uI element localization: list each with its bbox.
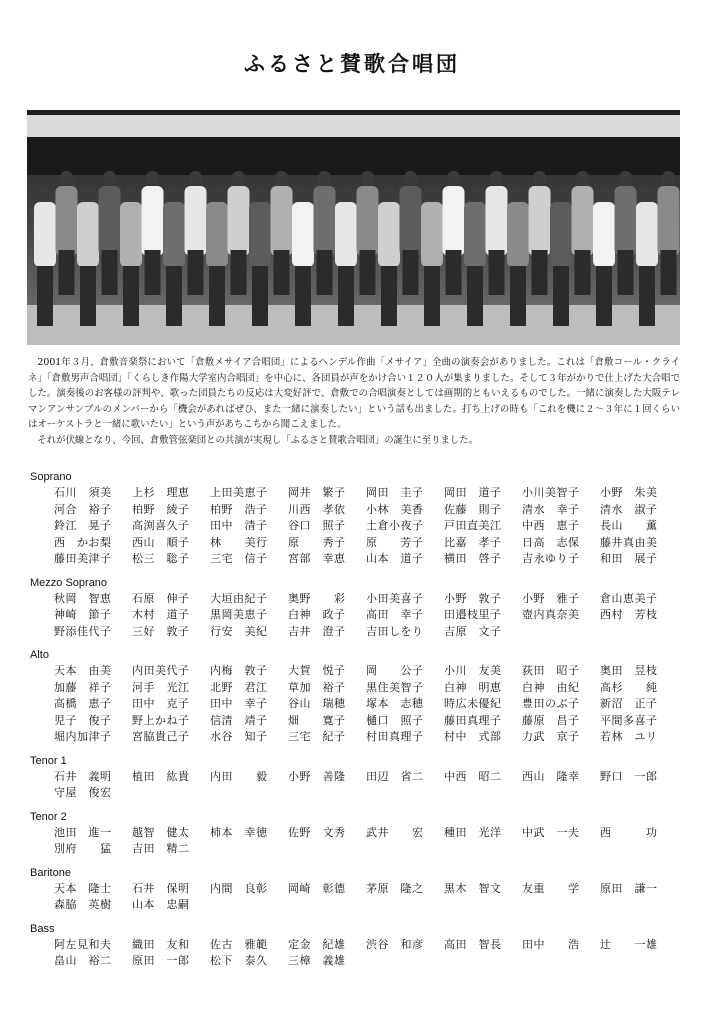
member-name: 信清 靖子 [210, 713, 268, 727]
person-legs [403, 250, 419, 295]
member-name: 北野 君江 [210, 680, 268, 694]
member-name: 黒木 智文 [444, 881, 502, 895]
person-body [142, 186, 164, 256]
member-name: 藤田真理子 [444, 713, 502, 727]
member-name: 黒岡美恵子 [210, 608, 268, 621]
part-label: Tenor 2 [30, 810, 67, 823]
member-name: 比嘉 孝子 [444, 535, 502, 549]
member-name: 植田 紘貴 [132, 769, 190, 783]
member-name: 吉原 文子 [444, 624, 502, 638]
person-body [249, 202, 271, 267]
member-name: 黒住美智子 [366, 680, 424, 694]
member-roster [30, 470, 680, 978]
member-name: 西村 芳枝 [600, 608, 658, 621]
person-legs [145, 250, 161, 295]
member-name: 清水 淑子 [600, 502, 658, 516]
person-body [206, 202, 228, 267]
member-name: 上田美恵子 [210, 486, 268, 499]
person-body [486, 186, 508, 256]
member-name: 上杉 理恵 [132, 486, 190, 499]
person-head [361, 171, 375, 185]
member-name: 田邉枝里子 [444, 608, 502, 621]
person-body [636, 202, 658, 267]
member-name: 和田 展子 [600, 552, 658, 565]
part-label: Mezzo Soprano [30, 576, 108, 589]
person-legs [274, 250, 290, 295]
member-name: 吉永ゆり子 [522, 552, 580, 565]
person-legs [639, 266, 655, 326]
member-name: 小野 善隆 [288, 769, 346, 783]
person-head [146, 171, 160, 185]
person-body [615, 186, 637, 256]
person-legs [446, 250, 462, 295]
member-name: 土倉小夜子 [366, 519, 424, 532]
member-name: 佐古 雅範 [210, 937, 268, 951]
person-body [185, 186, 207, 256]
member-name: 豊田のぶ子 [522, 697, 580, 710]
person-body [507, 202, 529, 267]
member-name: 藤原 昌子 [522, 713, 580, 727]
part-section [30, 810, 680, 858]
member-name: 高橋 恵子 [54, 697, 112, 710]
member-name: 小野 敦子 [444, 591, 502, 605]
person-legs [360, 250, 376, 295]
person-head [576, 171, 590, 185]
person-body [572, 186, 594, 256]
part-label: Soprano [30, 471, 72, 483]
person-legs [510, 266, 526, 326]
page-title: ふるさと賛歌合唱団 [244, 52, 460, 76]
person-head [619, 171, 633, 185]
part-section [30, 922, 680, 970]
person-head [597, 187, 611, 201]
person-legs [553, 266, 569, 326]
member-name: 小川美智子 [522, 486, 580, 499]
member-name: 中武 一夫 [522, 825, 580, 839]
person-head [210, 187, 224, 201]
member-name: 秋岡 智恵 [54, 591, 112, 605]
member-name: 西 功 [600, 825, 658, 839]
intro-paragraph-1: 2001年３月、倉敷音楽祭において「倉敷メサイア合唱団」によるヘンデル作曲「メサイア」全曲の演奏会がありました。これは「倉敷コール・クライネ」「倉敷男声合唱団」「くらしき作陽大学室内合唱団」を中心に、各団員が声をかけ合い１２０人が集まりました。そして３年がかりで仕上げた大合唱でした。演奏後のお客様の評判や、歌った団員たちの反応は大変好評で、倉敷での合唱演奏としては画期的ともいえるものでした。一緒に演奏した大阪テレマンアンサンブルのメンバーから「機会があればぜひ、また一緒に演奏したい」という話も出ました。打ち上げの時も「これを機に２〜３年に１回くらいはオーケストラと一緒に歌いたい」という声があちこちから聞こえました。 [28, 357, 680, 431]
member-name: 加藤 祥子 [54, 680, 112, 694]
member-name: 中西 恵子 [522, 519, 580, 532]
member-name: 内梅 敦子 [210, 664, 268, 677]
member-list [30, 485, 680, 568]
person-body [77, 202, 99, 267]
member-name: 林 美行 [210, 535, 268, 549]
person-head [296, 187, 310, 201]
member-name: 横田 啓子 [444, 552, 502, 565]
member-name: 高渕喜久子 [132, 519, 190, 532]
member-name: 大垣由紀子 [210, 591, 268, 605]
person-body [34, 202, 56, 267]
member-name: 川西 孝依 [288, 502, 346, 516]
member-name: 三宅 紀子 [288, 730, 346, 743]
member-name: 田中 清子 [210, 519, 268, 532]
person-head [275, 171, 289, 185]
member-name: 山本 道子 [366, 552, 424, 565]
person-head [167, 187, 181, 201]
member-name: 西山 隆幸 [522, 769, 580, 783]
person-head [60, 171, 74, 185]
member-name: 倉山恵美子 [600, 591, 658, 605]
member-name: 白神 明恵 [444, 680, 502, 694]
person-body [378, 202, 400, 267]
person-legs [467, 266, 483, 326]
member-name: 高田 智長 [444, 937, 502, 951]
member-name: 柏野 浩子 [210, 502, 268, 516]
person-legs [424, 266, 440, 326]
person-head [81, 187, 95, 201]
member-name: 石川 須美 [54, 486, 112, 499]
member-name: 鈴江 晃子 [54, 519, 112, 532]
person-head [124, 187, 138, 201]
member-name: 行安 美紀 [210, 624, 268, 638]
person-head [103, 171, 117, 185]
member-name: 三樟 義雄 [288, 954, 346, 967]
person-head [318, 171, 332, 185]
member-name: 平間多喜子 [600, 713, 658, 727]
member-name: 内田 毅 [210, 769, 268, 783]
person-head [339, 187, 353, 201]
person-body [163, 202, 185, 267]
member-name: 小野 雅子 [522, 591, 580, 605]
member-name: 松三 聡子 [132, 552, 190, 565]
member-name: 時広未優紀 [444, 697, 502, 710]
member-name: 吉井 澄子 [288, 624, 346, 638]
part-section [30, 754, 680, 802]
member-name: 原田 一郎 [132, 954, 190, 967]
member-name: 内間 良彰 [210, 881, 268, 895]
member-name: 織田 友和 [132, 937, 190, 951]
member-name: 中西 昭二 [444, 769, 502, 783]
person-body [228, 186, 250, 256]
person-head [189, 171, 203, 185]
member-name: 児子 俊子 [54, 713, 112, 727]
group-photo [27, 110, 680, 345]
part-label: Baritone [30, 866, 71, 879]
member-name: 畑 寛子 [288, 713, 346, 727]
member-name: 内田美代子 [132, 664, 190, 677]
member-name: 松下 泰久 [210, 954, 268, 967]
member-name: 三好 敦子 [132, 624, 190, 638]
part-section [30, 866, 680, 914]
member-name: 奥野 彩 [288, 591, 346, 605]
member-list [30, 881, 680, 914]
member-name: 野添佳代子 [54, 624, 112, 638]
member-name: 山本 忠嗣 [132, 898, 190, 911]
member-name: 三宅 信子 [210, 552, 268, 565]
member-name: 辻 一雄 [600, 937, 658, 951]
member-name: 岡井 繁子 [288, 486, 346, 499]
member-name: 小林 美香 [366, 502, 424, 516]
person-legs [618, 250, 634, 295]
member-name: 戸田直美江 [444, 519, 502, 532]
member-name: 神崎 節子 [54, 608, 112, 621]
member-name: 石原 伸子 [132, 591, 190, 605]
member-name: 白神 政子 [288, 608, 346, 621]
member-name: 石井 保明 [132, 881, 190, 895]
member-name: 白神 由紀 [522, 680, 580, 694]
member-name: 樋口 照子 [366, 713, 424, 727]
person-body [464, 202, 486, 267]
member-name: 池田 進一 [54, 825, 112, 839]
person-legs [661, 250, 677, 295]
person-legs [59, 250, 75, 295]
person-head [490, 171, 504, 185]
member-name: 大賀 悦子 [288, 664, 346, 677]
person-legs [80, 266, 96, 326]
person-body [120, 202, 142, 267]
part-section [30, 470, 680, 568]
part-label: Bass [30, 922, 55, 935]
member-name: 渋谷 和彦 [366, 937, 424, 951]
person-head [662, 171, 676, 185]
person-body [271, 186, 293, 256]
part-label: Tenor 1 [30, 754, 67, 767]
person-legs [381, 266, 397, 326]
person-head [447, 171, 461, 185]
member-name: 石井 義明 [54, 769, 112, 783]
intro-paragraph-2: それが伏線となり、今回、倉敷管弦楽団との共演が実現し「ふるさと賛歌合唱団」の誕生に至りました。 [37, 434, 479, 446]
member-name: 小野 朱美 [600, 486, 658, 499]
member-name: 河合 裕子 [54, 502, 112, 516]
person-head [404, 171, 418, 185]
person-body [443, 186, 465, 256]
member-name: 友重 学 [522, 881, 580, 895]
person-head [38, 187, 52, 201]
member-name: 岡崎 彰德 [288, 881, 346, 895]
person-body [314, 186, 336, 256]
person-legs [231, 250, 247, 295]
member-name: 木村 道子 [132, 608, 190, 621]
person-legs [532, 250, 548, 295]
person-body [529, 186, 551, 256]
member-name: 天本 隆士 [54, 881, 112, 895]
member-name: 茅原 隆之 [366, 881, 424, 895]
member-name: 森脇 英樹 [54, 898, 112, 911]
member-name: 畠山 裕二 [54, 954, 112, 967]
member-name: 岡 公子 [366, 664, 424, 677]
member-name: 佐藤 則子 [444, 502, 502, 516]
person-legs [317, 250, 333, 295]
member-name: 壺内真奈美 [522, 608, 580, 621]
person-body [56, 186, 78, 256]
person-head [554, 187, 568, 201]
member-name: 谷山 瑞穂 [288, 697, 346, 710]
member-name: 野口 一郎 [600, 769, 658, 783]
member-name: 村中 式部 [444, 730, 502, 743]
person-legs [338, 266, 354, 326]
person-head [232, 171, 246, 185]
person-head [511, 187, 525, 201]
member-name: 奥田 昱枝 [600, 664, 658, 677]
member-name: 小川 友美 [444, 664, 502, 677]
person-head [382, 187, 396, 201]
member-name: 原 秀子 [288, 535, 346, 549]
member-name: 野上かね子 [132, 713, 190, 727]
member-name: 柿本 幸徳 [210, 825, 268, 839]
person-head [253, 187, 267, 201]
person-body [550, 202, 572, 267]
member-name: 小田美喜子 [366, 591, 424, 605]
person-legs [575, 250, 591, 295]
part-section [30, 648, 680, 746]
member-name: 荻田 昭子 [522, 664, 580, 677]
member-name: 日高 志保 [522, 535, 580, 549]
part-label: Alto [30, 649, 49, 661]
person-legs [596, 266, 612, 326]
member-name: 高田 幸子 [366, 608, 424, 621]
person-legs [188, 250, 204, 295]
member-list [30, 663, 680, 746]
member-name: 天本 由美 [54, 664, 112, 677]
person-body [658, 186, 680, 256]
member-name: 清水 幸子 [522, 502, 580, 516]
person-legs [102, 250, 118, 295]
person-head [640, 187, 654, 201]
member-name: 柏野 綾子 [132, 502, 190, 516]
member-list [30, 825, 680, 858]
member-name: 岡田 圭子 [366, 486, 424, 499]
person-head [468, 187, 482, 201]
member-name: 草加 裕子 [288, 680, 346, 694]
member-name: 西 かお梨 [54, 535, 112, 549]
person-body [400, 186, 422, 256]
member-name: 阿左見和夫 [54, 937, 112, 951]
member-name: 田中 浩 [522, 937, 580, 951]
member-name: 長山 薫 [600, 519, 658, 532]
member-name: 田中 克子 [132, 697, 190, 710]
person-body [593, 202, 615, 267]
member-list [30, 937, 680, 970]
person-legs [295, 266, 311, 326]
member-name: 岡田 道子 [444, 486, 502, 499]
member-list [30, 769, 680, 802]
part-section [30, 576, 680, 641]
person-legs [252, 266, 268, 326]
member-name: 西山 順子 [132, 535, 190, 549]
member-name: 別府 猛 [54, 842, 112, 855]
person-legs [166, 266, 182, 326]
member-name: 吉田しをり [366, 624, 424, 638]
member-name: 種田 光洋 [444, 825, 502, 839]
member-name: 藤田美津子 [54, 552, 112, 565]
person-legs [489, 250, 505, 295]
member-name: 藤井真由美 [600, 535, 658, 549]
person-head [533, 171, 547, 185]
member-name: 吉田 精二 [132, 842, 190, 855]
intro-text [28, 355, 680, 449]
member-name: 原田 謙一 [600, 881, 658, 895]
member-name: 佐野 文秀 [288, 825, 346, 839]
member-name: 定金 紀雄 [288, 937, 346, 951]
member-name: 宮部 幸恵 [288, 552, 346, 565]
person-body [99, 186, 121, 256]
member-name: 堀内加津子 [54, 730, 112, 743]
member-name: 谷口 照子 [288, 519, 346, 532]
member-name: 田辺 省二 [366, 769, 424, 783]
person-body [357, 186, 379, 256]
member-name: 原 芳子 [366, 535, 424, 549]
person-body [335, 202, 357, 267]
person-legs [123, 266, 139, 326]
person-body [421, 202, 443, 267]
member-name: 武井 宏 [366, 825, 424, 839]
member-name: 力武 京子 [522, 730, 580, 743]
member-name: 塚本 志穂 [366, 697, 424, 710]
member-name: 河手 光江 [132, 680, 190, 694]
member-name: 若林 ユリ [600, 730, 658, 743]
person-head [425, 187, 439, 201]
member-list [30, 591, 680, 641]
person-body [292, 202, 314, 267]
member-name: 越智 健太 [132, 825, 190, 839]
member-name: 新沼 正子 [600, 697, 658, 710]
person-legs [209, 266, 225, 326]
member-name: 村田真理子 [366, 730, 424, 743]
member-name: 高杉 純 [600, 680, 658, 694]
person-legs [37, 266, 53, 326]
member-name: 宮脇貴己子 [132, 730, 190, 743]
member-name: 水谷 知子 [210, 730, 268, 743]
member-name: 田中 幸子 [210, 697, 268, 710]
member-name: 守屋 俊宏 [54, 786, 112, 799]
